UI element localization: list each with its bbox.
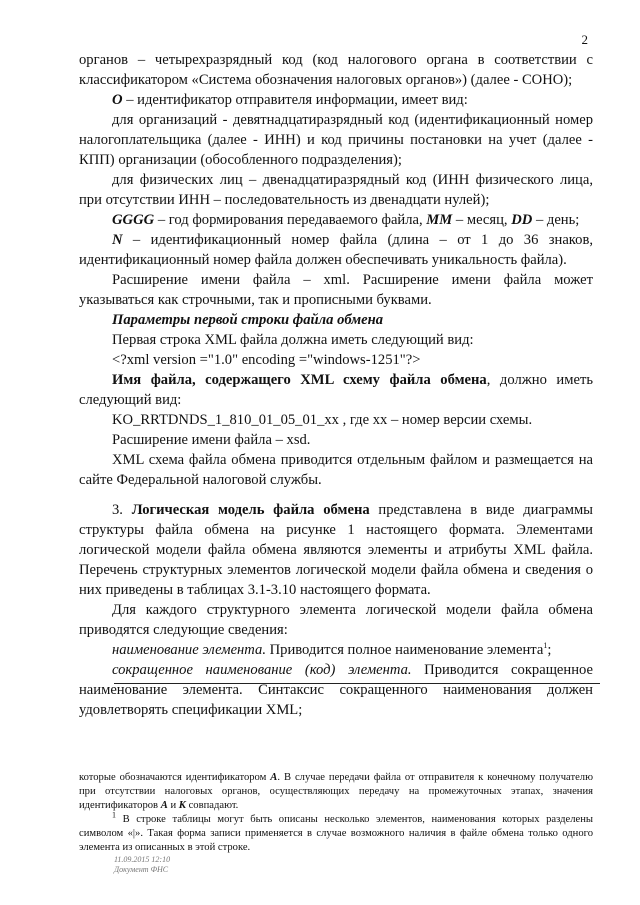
element-name-italic: наименование элемента. — [112, 642, 266, 658]
mm-text: – месяц, — [452, 212, 512, 228]
fn1-c: и — [167, 800, 179, 811]
term-n: N — [112, 232, 123, 248]
file-id-text: – идентификационный номер файла (длина – от 1 до 36 знаков, идентификационный номер файла должен обеспечивать уникальность файла). — [79, 232, 593, 268]
section-heading-first-line: Параметры первой строки файла обмена — [112, 312, 384, 328]
paragraph-first-line: Первая строка XML файла должна иметь следующий вид: — [112, 332, 474, 348]
fn1-k-id: К — [178, 800, 186, 811]
schema-name-text: , должно иметь следующий вид: — [79, 372, 593, 408]
term-gggg: GGGG — [112, 212, 155, 228]
fn1-a-id2: А — [160, 800, 168, 811]
logical-model-text: представлена в виде диаграммы структуры файла обмена на рисунке 1 настоящего формата. Элементами логической модели файла обмена являются элементы и атрибуты XML файла. Перечень структурных элементов логической модели файла обмена и сведения о них приведены в таблицах 3.1-3.10 настоящего формата. — [79, 502, 593, 598]
xml-declaration: <?xml version ="1.0" encoding ="windows-1251"?> — [112, 352, 421, 368]
document-body — [79, 50, 593, 720]
short-name-text: Приводится сокращенное наименование элемента. Синтаксис сокращенного наименования должен удовлетворять спецификации XML; — [79, 662, 593, 718]
print-stamp — [114, 855, 170, 875]
term-dd: DD — [511, 212, 533, 228]
term-mm: MM — [426, 212, 453, 228]
paragraph-file-id — [79, 230, 593, 270]
footnotes — [79, 771, 593, 855]
element-name-end: ; — [547, 642, 552, 658]
page-number: 2 — [581, 32, 588, 47]
stamp-path: Документ ФНС — [114, 865, 169, 874]
paragraph-sono: органов – четырехразрядный код (код налогового органа в соответствии с классификатором «Система обозначения налоговых органов») (далее - СОНО); — [79, 52, 593, 88]
fn1-a: которые обозначаются идентификатором — [79, 772, 271, 783]
schema-file-name: KO_RRTDNDS_1_810_01_05_01_xx , где хх – номер версии схемы. — [112, 412, 533, 428]
paragraph-element-info: Для каждого структурного элемента логической модели файла обмена приводятся следующие сведения: — [79, 602, 593, 638]
logical-model-bold: Логическая модель файла обмена — [131, 502, 370, 518]
footnote-1-text: В строке таблицы могут быть описаны несколько элементов, наименования которых разделены символом «|». Такая форма записи применяется в случае возможного наличия в файле обмена только одного элемента из описанных в этой строке. — [79, 814, 593, 853]
paragraph-logical-model — [79, 500, 593, 600]
paragraph-schema-name — [79, 370, 593, 410]
paragraph-individuals: для физических лиц – двенадцатиразрядный код (ИНН физического лица, при отсутствии ИНН – последовательность из двенадцати нулей); — [79, 172, 593, 208]
paragraph-schema-published: XML схема файла обмена приводится отдельным файлом и размещается на сайте Федеральной налоговой службы. — [79, 452, 593, 488]
paragraph-date-codes — [79, 210, 593, 230]
paragraph-xsd: Расширение имени файла – xsd. — [112, 432, 311, 448]
element-name-text: Приводится полное наименование элемента — [265, 642, 544, 658]
short-name-italic: сокращенное наименование (код) элемента. — [112, 662, 412, 678]
paragraph-element-name — [79, 640, 593, 660]
paragraph-extension: Расширение имени файла – xml. Расширение имени файла может указываться как строчными, так и прописными буквами. — [79, 272, 593, 308]
term-o: О — [112, 92, 123, 108]
fn1-b: . В случае передачи файла от отправителя к конечному получателю при отсутствии налоговых органов, осуществляющих передачу на промежуточных этапах, значения идентификаторов — [79, 772, 593, 811]
fn1-d: совпадают. — [185, 800, 239, 811]
footnote-ref: 1 — [543, 641, 548, 651]
footnote-continued — [79, 771, 593, 813]
footnote-separator — [114, 683, 600, 684]
footnote-mark: 1 — [112, 810, 116, 820]
sender-id-text: – идентификатор отправителя информации, имеет вид: — [122, 92, 468, 108]
dd-text: – день; — [532, 212, 580, 228]
section-number: 3. — [112, 502, 132, 518]
paragraph-organizations: для организаций - девятнадцатиразрядный код (идентификационный номер налогоплательщика (далее - ИНН) и код причины постановки на учет (далее - КПП) организации (обособленного подразделения); — [79, 112, 593, 168]
footnote-1 — [79, 810, 593, 855]
stamp-date: 11.09.2015 12:10 — [114, 855, 171, 864]
gggg-text: – год формирования передаваемого файла, — [154, 212, 427, 228]
fn1-a-id: А — [270, 772, 278, 783]
paragraph-sender-id — [79, 90, 593, 110]
schema-name-bold: Имя файла, содержащего XML схему файла обмена — [112, 372, 487, 388]
paragraph-short-name — [79, 660, 593, 720]
